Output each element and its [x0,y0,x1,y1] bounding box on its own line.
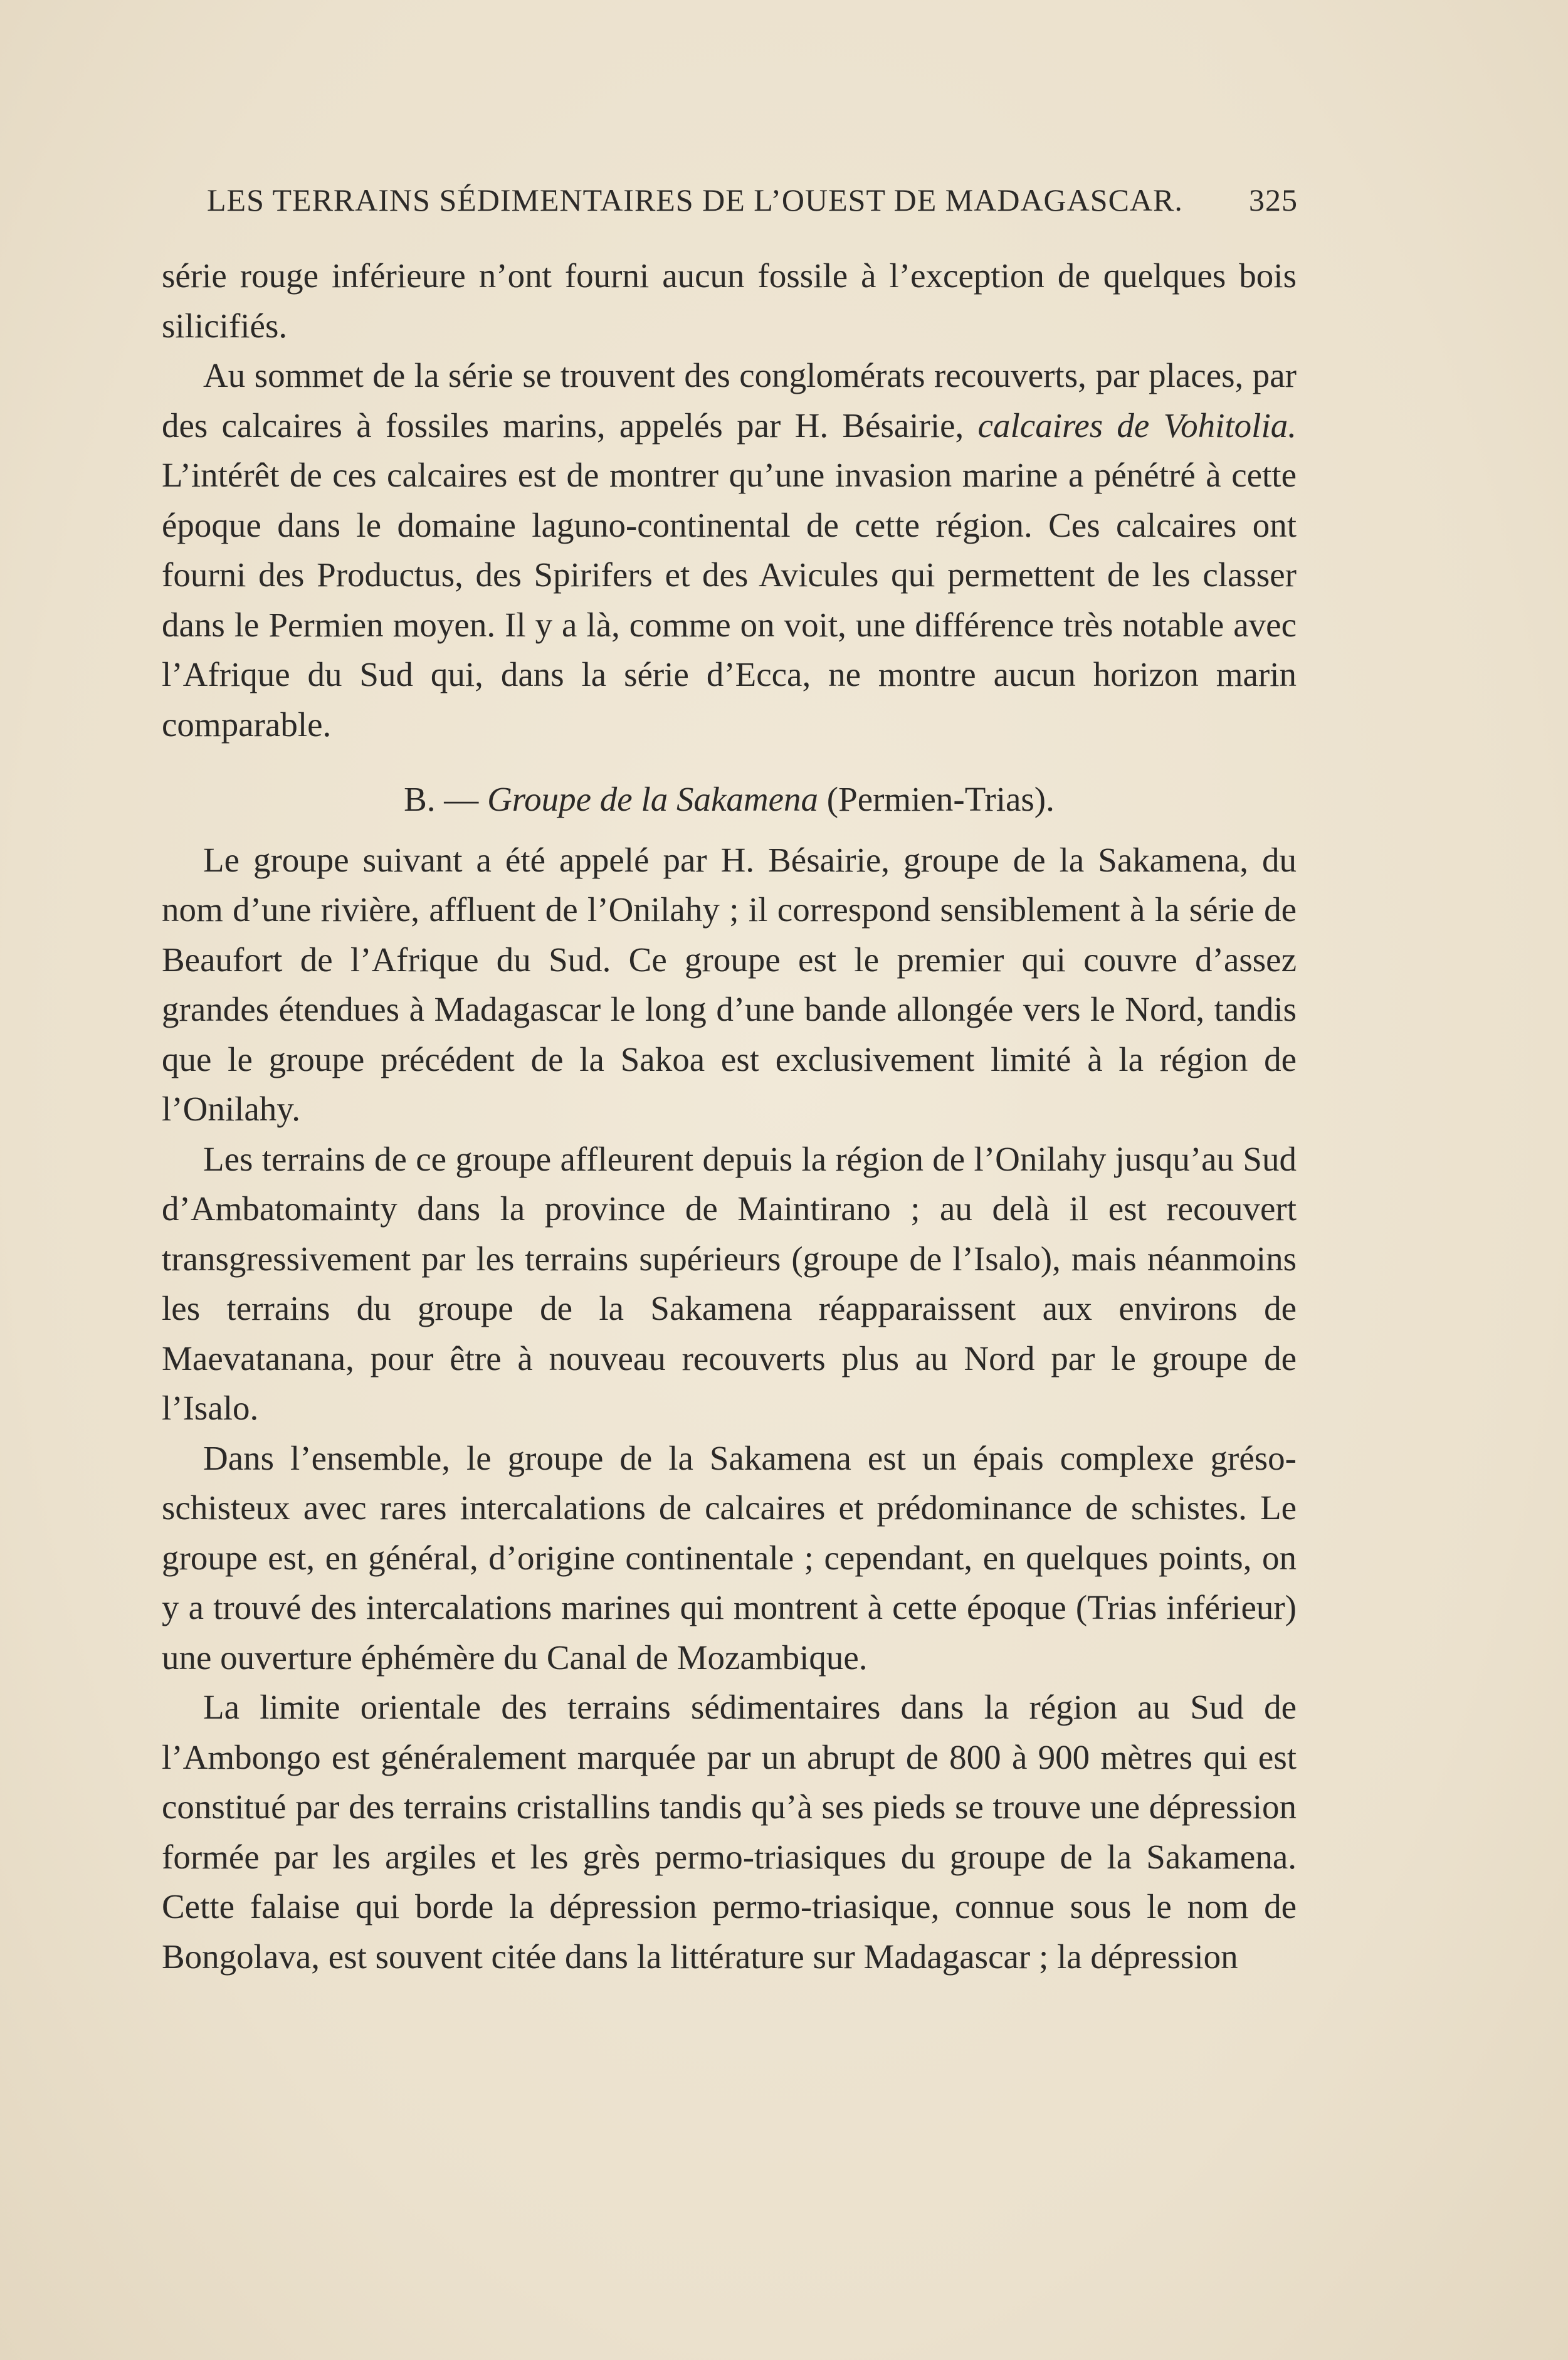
paragraph-2-end: L’intérêt de ces calcaires est de montrer qu’une invasion marine a pénétré à cette époque dans le domaine laguno-continental de cette région. Ces calcaires ont fourni des Productus, des Spirifers et des Avicules qui permettent de les classer dans le Permien moyen. Il y a là, comme on voit, une différence très notable avec l’Afrique du Sud qui, dans la série d’Ecca, ne montre aucun horizon marin comparable. [162,456,1297,744]
paragraph-1: série rouge inférieure n’ont fourni aucun fossile à l’exception de quelques bois silicifiés. [162,256,1297,345]
paragraph-3: Le groupe suivant a été appelé par H. Bésairie, groupe de la Sakamena, du nom d’une rivière, affluent de l’Onilahy ; il correspond sensiblement à la série de Beaufort de l’Afrique du Sud. Ce groupe est le premier qui couvre d’assez grandes étendues à Madagascar le long d’une bande allongée vers le Nord, tandis que le groupe précédent de la Sakoa est exclusivement limité à la région de l’Onilahy. [162,840,1297,1128]
body-text [162,251,1297,1981]
paragraph-5: Dans l’ensemble, le groupe de la Sakamena est un épais complexe gréso-schisteux avec rares intercalations de calcaires et prédominance de schistes. Le groupe est, en général, d’origine continentale ; cependant, en quelques points, on y a trouvé des intercalations marines qui montrent à cette époque (Trias inférieur) une ouverture éphémère du Canal de Mozambique. [162,1438,1297,1677]
paragraph-2-italic: calcaires de Vohitolia. [977,406,1297,445]
header-title: LES TERRAINS SÉDIMENTAIRES DE L’OUEST DE MADAGASCAR. [207,182,1183,218]
paragraph-2-start: Au sommet de la série se trouvent des conglomérats recouverts, par places, par des calcaires à fossiles marins, appelés par H. Bésairie, [162,356,1297,445]
section-suffix: (Permien-Trias). [818,780,1055,818]
section-title: Groupe de la Sakamena [487,780,819,818]
running-header [207,182,1298,218]
paragraph-6: La limite orientale des terrains sédimentaires dans la région au Sud de l’Ambongo est généralement marquée par un abrupt de 800 à 900 mètres qui est constitué par des terrains cristallins tandis qu’à ses pieds se trouve une dépression formée par les argiles et les grès permo-triasiques du groupe de la Sakamena. Cette falaise qui borde la dépression permo-triasique, connue sous le nom de Bongolava, est souvent citée dans la littérature sur Madagascar ; la dépression [162,1688,1297,1976]
section-prefix: B. — [404,780,488,818]
paragraph-2 [162,350,1297,749]
page-number: 325 [1249,182,1298,218]
section-heading [162,774,1297,824]
paragraph-4: Les terrains de ce groupe affleurent depuis la région de l’Onilahy jusqu’au Sud d’Ambatomainty dans la province de Maintirano ; au delà il est recouvert transgressivement par les terrains supérieurs (groupe de l’Isalo), mais néanmoins les terrains du groupe de la Sakamena réapparaissent aux environs de Maevatanana, pour être à nouveau recouverts plus au Nord par le groupe de l’Isalo. [162,1139,1297,1427]
